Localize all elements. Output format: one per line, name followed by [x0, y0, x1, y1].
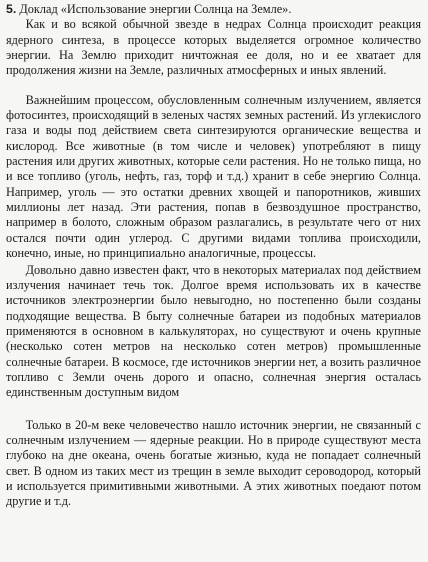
paragraph-4: Только в 20-м веке человечество нашло источник энергии, не связанный с солнечным излучением — ядерные реакции. Но в природе существуют места глубоко на дне океана, очень богатые жизнью, куда не попадает солнечный свет. В одном из таких мест из трещин в земле выходит сероводород, который и используется примитивными животными. А этих животных поедают потом другие и т.д.: [6, 417, 421, 509]
heading-number: 5.: [6, 2, 17, 16]
paragraph-3: Довольно давно известен факт, что в некоторых материалах под действием излучения начинает течь ток. Долгое время использовать их в качестве источников электроэнергии было невыгодно, но постепенно были созданы подходящие вещества. В быту солнечные батареи из подобных материалов применяются в основном в калькуляторах, но существуют и очень крупные (несколько сотен метров на несколько сотен метров) промышленные солнечные батареи. В космосе, где источников энергии нет, а возить различное топливо с Земли очень дорого и опасно, солнечная энергия осталась единственным доступным видом: [6, 262, 421, 400]
paragraph-1: Как и во всякой обычной звезде в недрах Солнца происходит реакция ядерного синтеза, в процессе которых выделяется огромное количество энергии. На Землю приходит ничтожная ее доля, но и ее хватает для продолжения жизни на Земле, различных атмосферных и иных явлений.: [6, 17, 421, 78]
document-heading: [6, 2, 421, 17]
heading-text: Доклад «Использование энергии Солнца на Земле».: [19, 2, 292, 16]
paragraph-2: Важнейшим процессом, обусловленным солнечным излучением, является фотосинтез, происходящий в зеленых частях земных растений. Из углекислого газа и воды под действием света синтезируются органические вещества и кислород. Все животные (в том числе и человек) употребляют в пищу растения или других животных, которые сели растения. Но не только пища, но и все топливо (уголь, нефть, газ, торф и т.д.) хранит в себе энергию Солнца. Например, уголь — это остатки древних хвощей и папоротников, живших миллионы лет назад. Эти растения, попав в безвоздушное пространство, например в болото, сложным образом разлагались, в результате чего от них остался почти один углерод. С другими видами топлива происходили, конечно, иные, но принципиально аналогичные, процессы.: [6, 92, 421, 261]
